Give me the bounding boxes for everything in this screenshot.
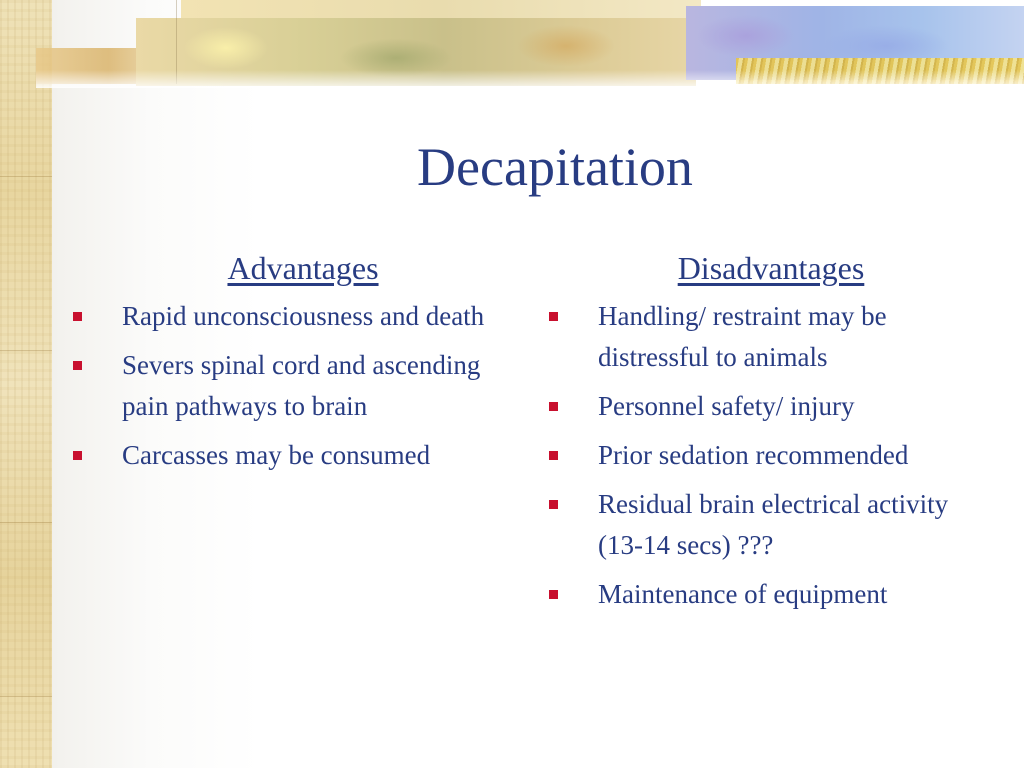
slide-title: Decapitation — [417, 137, 693, 197]
list-item — [546, 386, 998, 427]
square-bullet-icon — [549, 590, 558, 599]
list-item-text: Prior sedation recommended — [598, 440, 909, 470]
list-item — [546, 574, 998, 615]
list-item — [546, 296, 998, 378]
strip-seam — [0, 350, 52, 351]
square-bullet-icon — [549, 500, 558, 509]
square-bullet-icon — [549, 451, 558, 460]
square-bullet-icon — [549, 312, 558, 321]
strip-seam — [0, 522, 52, 523]
strip-seam — [0, 176, 52, 177]
disadvantages-column — [546, 246, 1016, 623]
disadvantages-heading: Disadvantages — [677, 250, 865, 286]
square-bullet-icon — [73, 451, 82, 460]
list-item-text: Severs spinal cord and ascending pain pathways to brain — [122, 350, 481, 421]
square-bullet-icon — [549, 402, 558, 411]
list-item — [70, 296, 522, 337]
list-item — [70, 435, 522, 476]
list-item — [546, 484, 998, 566]
list-item — [546, 435, 998, 476]
list-item-text: Rapid unconsciousness and death — [122, 301, 485, 331]
left-decorative-strip — [0, 0, 52, 768]
list-item-text: Residual brain electrical activity (13-14 secs) ??? — [598, 489, 949, 560]
list-item-text: Personnel safety/ injury — [598, 391, 855, 421]
advantages-column — [70, 246, 540, 484]
advantages-list — [70, 296, 540, 476]
disadvantages-list — [546, 296, 1016, 615]
banner-fade — [36, 70, 1024, 88]
list-item-text: Carcasses may be consumed — [122, 440, 431, 470]
strip-seam — [0, 696, 52, 697]
top-decorative-banner — [36, 0, 1024, 88]
list-item-text: Handling/ restraint may be distressful to animals — [598, 301, 887, 372]
list-item-text: Maintenance of equipment — [598, 579, 888, 609]
list-item — [70, 345, 522, 427]
advantages-heading: Advantages — [227, 250, 379, 286]
square-bullet-icon — [73, 312, 82, 321]
square-bullet-icon — [73, 361, 82, 370]
